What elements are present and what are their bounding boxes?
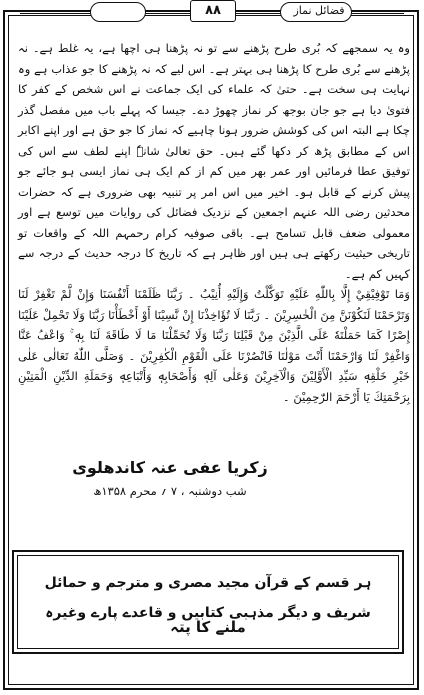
advertisement-text: ہر قسم کے قرآن مجید مصری و مترجم و حمائل شریف و دیگر مذہبی کتابیں و قاعدے پارے وغیرہ: [44, 575, 372, 621]
advertisement-box: [12, 550, 404, 654]
header-ornament-left: [90, 2, 146, 22]
advertisement-address-label: ملنے کا پتہ: [170, 618, 246, 636]
page-number: ۸۸: [190, 0, 236, 22]
body-text: [18, 38, 410, 407]
running-title: فضائل نماز: [293, 4, 345, 17]
author-name: زکریا عفی عنہ کاندھلوی: [72, 458, 268, 477]
author-date: شب دوشنبہ ، ۷ ؍ محرم ۱۳۵۸ھ: [93, 484, 247, 498]
page-header: [20, 0, 404, 22]
paragraph-dua: وَمَا تَوْفِيْقِيْ إِلَّا بِاللّٰهِ عَلَيْهِ تَوَكَّلْتُ وَإِلَيْهِ أُنِيْبُ ۔ رَبَّنَا ظَلَمْنَا أَنْفُسَنَا وَإِنْ لَّمْ تَغْفِرْ لَنَا وَتَرْحَمْنَا لَنَكُوْنَنَّ مِنَ الْخٰسِرِيْنَ ۔ رَبَّنَا لَا تُؤَاخِذْنَا إِنْ نَّسِيْنَا أَوْ أَخْطَأْنَا رَبَّنَا وَلَا تَحْمِلْ عَلَيْنَا إِصْرًا كَمَا حَمَلْتَهٗ عَلَى الَّذِيْنَ مِنْ قَبْلِنَا رَبَّنَا وَلَا تُحَمِّلْنَا مَا لَا طَاقَةَ لَنَا بِهٖ ۚ وَاعْفُ عَنَّا وَاغْفِرْ لَنَا وَارْحَمْنَا أَنْتَ مَوْلٰنَا فَانْصُرْنَا عَلَى الْقَوْمِ الْكٰفِرِيْنَ ۔ وَصَلَّى اللّٰهُ تَعَالٰى عَلٰى خَيْرِ خَلْقِهٖ سَيِّدِ الْأَوَّلِيْنَ وَالْآخِرِيْنَ وَعَلٰى آلِهٖ وَأَصْحَابِهٖ وَأَتْبَاعِهٖ وَحَمَلَةِ الدِّيْنِ الْمَتِيْنِ بِرَحْمَتِكَ يَا أَرْحَمَ الرّٰحِمِيْنَ ۔: [18, 287, 410, 404]
paragraph-main: وہ یہ سمجھے کہ بُری طرح پڑھنے سے تو نہ پڑھنا ہی اچھا ہے، یہ غلط ہے۔ نہ پڑھنے سے بُری طرح کا پڑھنا ہی بہتر ہے۔ اس لیے کہ نہ پڑھنے کا جو عذاب ہے وہ نہایت ہی سخت ہے۔ حتیٰ کہ علماء کی ایک جماعت نے اس شخص کے کفر کا فتویٰ دیا ہے جو جان بوجھ کر نماز چھوڑ دے۔ جیسا کہ پہلے باب میں مفصل گذر چکا ہے البتہ اس کی کوشش ضرور ہونا چاہیے کہ نماز کا جو حق ہے اور اپنے اکابر اس کے مطابق پڑھ کر دکھا گئے ہیں۔ حق تعالیٰ شانہٗ اپنے لطف سے اس کی توفیق عطا فرمائیں اور عمر بھر میں کم از کم ایک ہی نماز ایسی ہو جائے جو پیش کرنے کے قابل ہو۔ اخیر میں اس امر پر تنبیہ بھی ضروری ہے کہ حضرات محدثین رضی اللہ عنہم اجمعین کے نزدیک فضائل کی روایات میں توسع ہے اور معمولی ضعف قابل تسامح ہے۔ باقی صوفیہ کرام رحمہم اللہ کے واقعات تو تاریخی حیثیت رکھتے ہی ہیں اور ظاہر ہے کہ تاریخ کا درجہ حدیث کے درجہ سے کہیں کم ہے۔: [18, 41, 410, 281]
signature-block: [70, 455, 270, 501]
